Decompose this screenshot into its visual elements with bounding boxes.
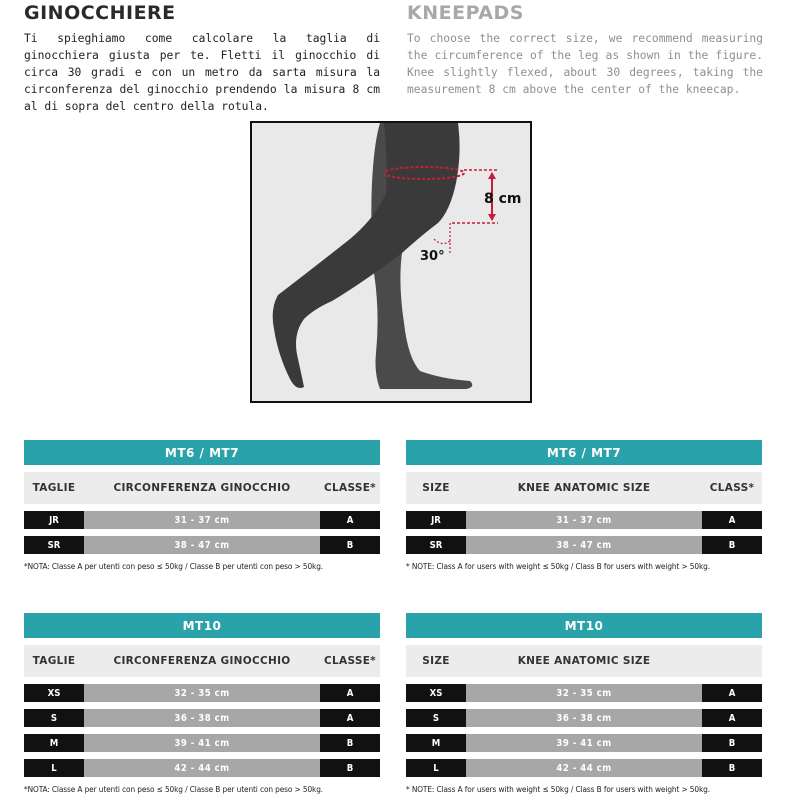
table-header: MT6 / MT7 [24, 440, 380, 465]
col-measure: CIRCONFERENZA GINOCCHIO [113, 482, 291, 494]
table-row [406, 511, 762, 529]
class-cell: A [320, 684, 380, 702]
leg-illustration [252, 123, 530, 401]
table-row [24, 684, 380, 702]
class-cell: B [320, 536, 380, 554]
col-measure: KNEE ANATOMIC SIZE [517, 482, 651, 494]
measure-cell: 38 - 47 cm [84, 536, 320, 554]
size-cell: S [24, 709, 84, 727]
english-intro: To choose the correct size, we recommend measuring the circumference of the leg as shown in the figure. Knee slightly flexed, about 30 degrees, taking the measurement 8 cm above the center of the kneecap. [407, 32, 763, 96]
size-cell: L [406, 759, 466, 777]
col-size: SIZE [422, 655, 450, 667]
col-class: CLASS* [709, 482, 755, 494]
size-cell: L [24, 759, 84, 777]
measure-cell: 38 - 47 cm [466, 536, 702, 554]
size-cell: JR [406, 511, 466, 529]
leg-measurement-figure [250, 121, 532, 403]
col-size: TAGLIE [32, 655, 76, 667]
size-cell: M [24, 734, 84, 752]
class-cell: A [702, 511, 762, 529]
size-cell: S [406, 709, 466, 727]
col-class: CLASSE* [324, 655, 376, 667]
table-note: *NOTA: Classe A per utenti con peso ≤ 50kg / Classe B per utenti con peso > 50kg. [24, 784, 324, 794]
size-table-mt10-it [24, 613, 380, 794]
col-size: TAGLIE [32, 482, 76, 494]
column-headers [24, 645, 380, 677]
table-row [406, 759, 762, 777]
size-cell: M [406, 734, 466, 752]
table-header: MT10 [406, 613, 762, 638]
distance-label: 8 cm [484, 191, 522, 207]
column-headers [406, 472, 762, 504]
class-cell: B [702, 734, 762, 752]
table-note: *NOTA: Classe A per utenti con peso ≤ 50kg / Classe B per utenti con peso > 50kg. [24, 561, 324, 571]
table-header: MT6 / MT7 [406, 440, 762, 465]
table-row [24, 759, 380, 777]
size-table-mt6-en [406, 440, 762, 571]
class-cell: A [320, 511, 380, 529]
table-row [406, 536, 762, 554]
size-cell: SR [24, 536, 84, 554]
class-cell: B [320, 759, 380, 777]
column-headers [24, 472, 380, 504]
table-note: * NOTE: Class A for users with weight ≤ 50kg / Class B for users with weight > 50kg. [406, 561, 710, 571]
english-title: KNEEPADS [407, 2, 524, 24]
table-row [406, 709, 762, 727]
table-note: * NOTE: Class A for users with weight ≤ 50kg / Class B for users with weight > 50kg. [406, 784, 710, 794]
col-measure: CIRCONFERENZA GINOCCHIO [113, 655, 291, 667]
table-row [406, 734, 762, 752]
size-cell: JR [24, 511, 84, 529]
measure-cell: 32 - 35 cm [84, 684, 320, 702]
table-header: MT10 [24, 613, 380, 638]
table-row [24, 734, 380, 752]
class-cell: B [320, 734, 380, 752]
class-cell: A [702, 709, 762, 727]
measure-cell: 31 - 37 cm [466, 511, 702, 529]
size-cell: XS [406, 684, 466, 702]
table-row [406, 684, 762, 702]
class-cell: B [702, 759, 762, 777]
measure-cell: 39 - 41 cm [84, 734, 320, 752]
measure-cell: 32 - 35 cm [466, 684, 702, 702]
measure-cell: 36 - 38 cm [84, 709, 320, 727]
col-size: SIZE [422, 482, 450, 494]
class-cell: A [320, 709, 380, 727]
measure-cell: 31 - 37 cm [84, 511, 320, 529]
measure-cell: 42 - 44 cm [466, 759, 702, 777]
size-cell: SR [406, 536, 466, 554]
angle-label: 30° [420, 249, 445, 264]
class-cell: A [702, 684, 762, 702]
class-cell: B [702, 536, 762, 554]
table-row [24, 511, 380, 529]
size-table-mt6-it [24, 440, 380, 571]
table-row [24, 709, 380, 727]
col-measure: KNEE ANATOMIC SIZE [517, 655, 651, 667]
size-table-mt10-en [406, 613, 762, 794]
size-cell: XS [24, 684, 84, 702]
measure-cell: 42 - 44 cm [84, 759, 320, 777]
italian-title: GINOCCHIERE [24, 2, 176, 24]
column-headers [406, 645, 762, 677]
italian-intro: Ti spieghiamo come calcolare la taglia di ginocchiera giusta per te. Fletti il ginocchio di circa 30 gradi e con un metro da sarta misura la circonferenza del ginocchio prendendo la misura 8 cm al di sopra del centro della rotula. [24, 32, 380, 113]
measure-cell: 39 - 41 cm [466, 734, 702, 752]
measure-cell: 36 - 38 cm [466, 709, 702, 727]
table-row [24, 536, 380, 554]
col-class: CLASSE* [324, 482, 376, 494]
